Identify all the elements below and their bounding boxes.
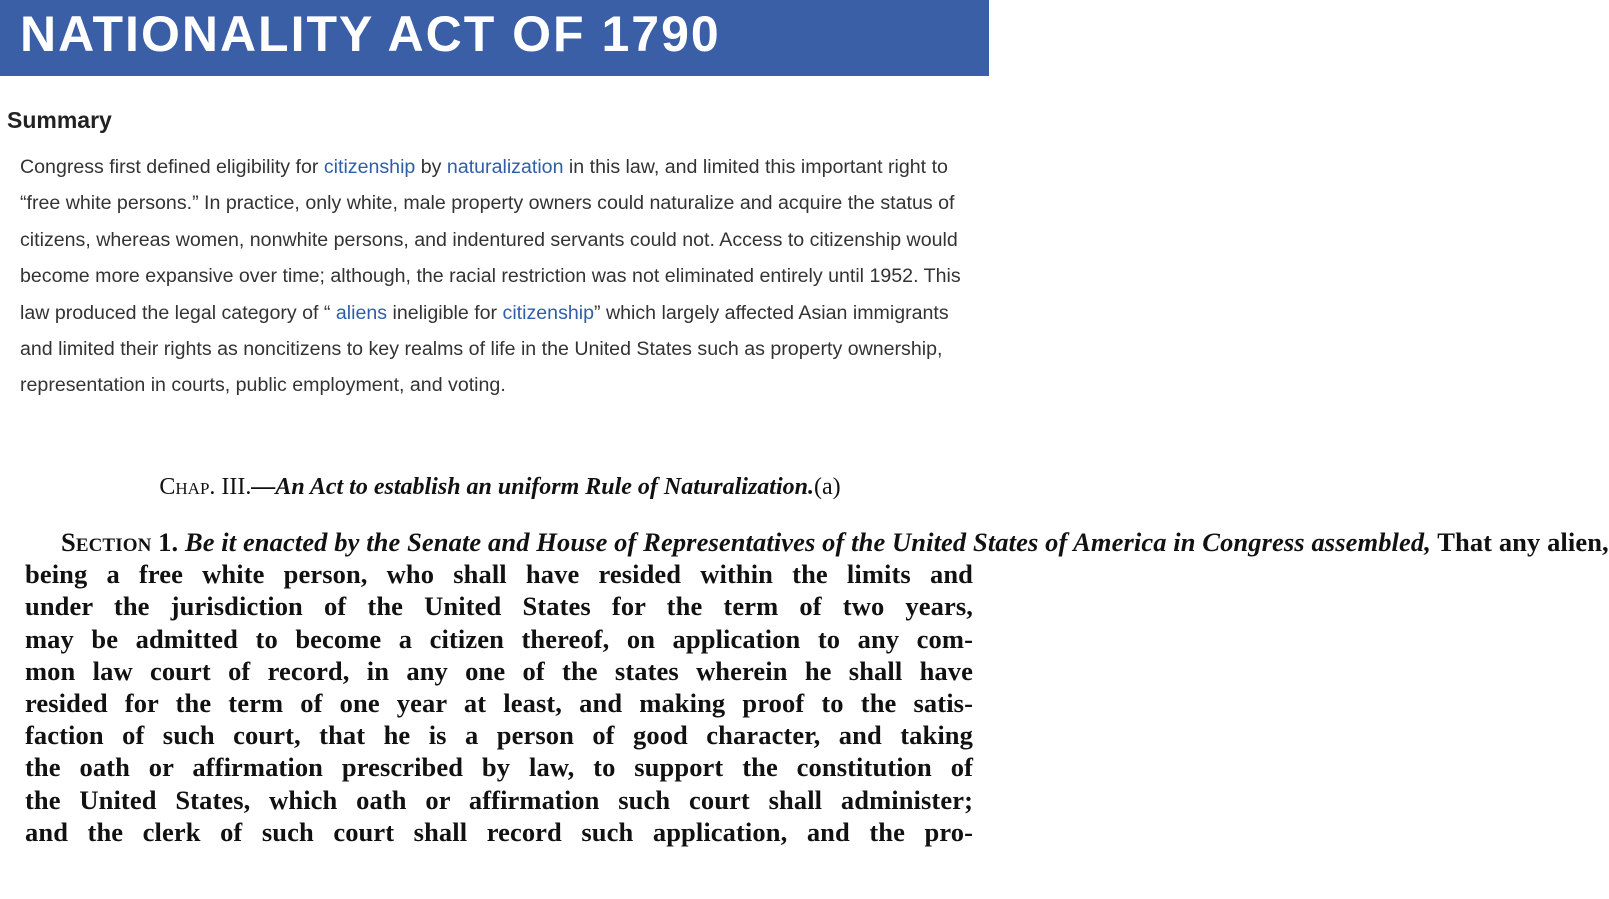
summary-text-4: ineligible for (387, 301, 503, 324)
page-title: NATIONALITY ACT OF 1790 (20, 6, 721, 62)
section-1-text (25, 526, 1609, 848)
summary-paragraph (20, 149, 982, 404)
summary-heading: Summary (7, 107, 112, 133)
act-line-5: resided for the term of one year at least, and making proof to the satis- (25, 688, 973, 719)
act-line (25, 526, 1609, 558)
chapter-number: Chap. III. (159, 474, 252, 500)
aliens-link[interactable]: aliens (335, 301, 388, 324)
enacting-clause: Be it enacted by the Senate and House of Representatives of the United States of America in Congress assembled, (184, 527, 1431, 557)
citizenship-link-2[interactable]: citizenship (502, 301, 595, 324)
summary-text-1: Congress first defined eligibility for (20, 156, 324, 178)
citizenship-link[interactable]: citizenship (323, 156, 416, 178)
act-line-8: the United States, which oath or affirmation such court shall administer; (25, 784, 973, 815)
summary-text-3: in this law, and limited this important right to “free white persons.” In practice, only white, male property owners could naturalize and acquire the status of citizens, whereas women, nonwhite persons, and indentured servants could not. Access to citizenship would become more expansive over time; although, the racial restriction was not eliminated entirely until 1952. This law produced the legal category of “ (20, 156, 961, 324)
act-line-3: may be admitted to become a citizen thereof, on application to any com- (25, 623, 973, 654)
section-label: Section 1. (61, 527, 179, 557)
chapter-title: —An Act to establish an uniform Rule of Naturalization. (251, 474, 814, 500)
act-line-4: mon law court of record, in any one of the states wherein he shall have (25, 655, 973, 686)
act-document-scan (0, 458, 1609, 899)
title-bar (0, 0, 989, 76)
chapter-note: (a) (813, 474, 841, 500)
act-line-9: and the clerk of such court shall record such application, and the pro- (25, 816, 973, 847)
act-line-6: faction of such court, that he is a person of good character, and taking (25, 720, 973, 751)
summary-text-2: by (415, 156, 447, 178)
act-line-1: being a free white person, who shall have resided within the limits and (25, 559, 973, 590)
act-line-7: the oath or affirmation prescribed by law, to support the constitution of (25, 752, 973, 783)
summary-text-5: ” which largely affected Asian immigrants and limited their rights as noncitizens to key realms of life in the United States such as property ownership, representation in courts, public employment, and voting. (20, 301, 949, 397)
naturalization-link[interactable]: naturalization (446, 156, 564, 178)
chapter-heading (0, 472, 1000, 502)
act-line-2: under the jurisdiction of the United States for the term of two years, (25, 591, 973, 622)
act-line-0: That any alien, (1437, 527, 1609, 557)
